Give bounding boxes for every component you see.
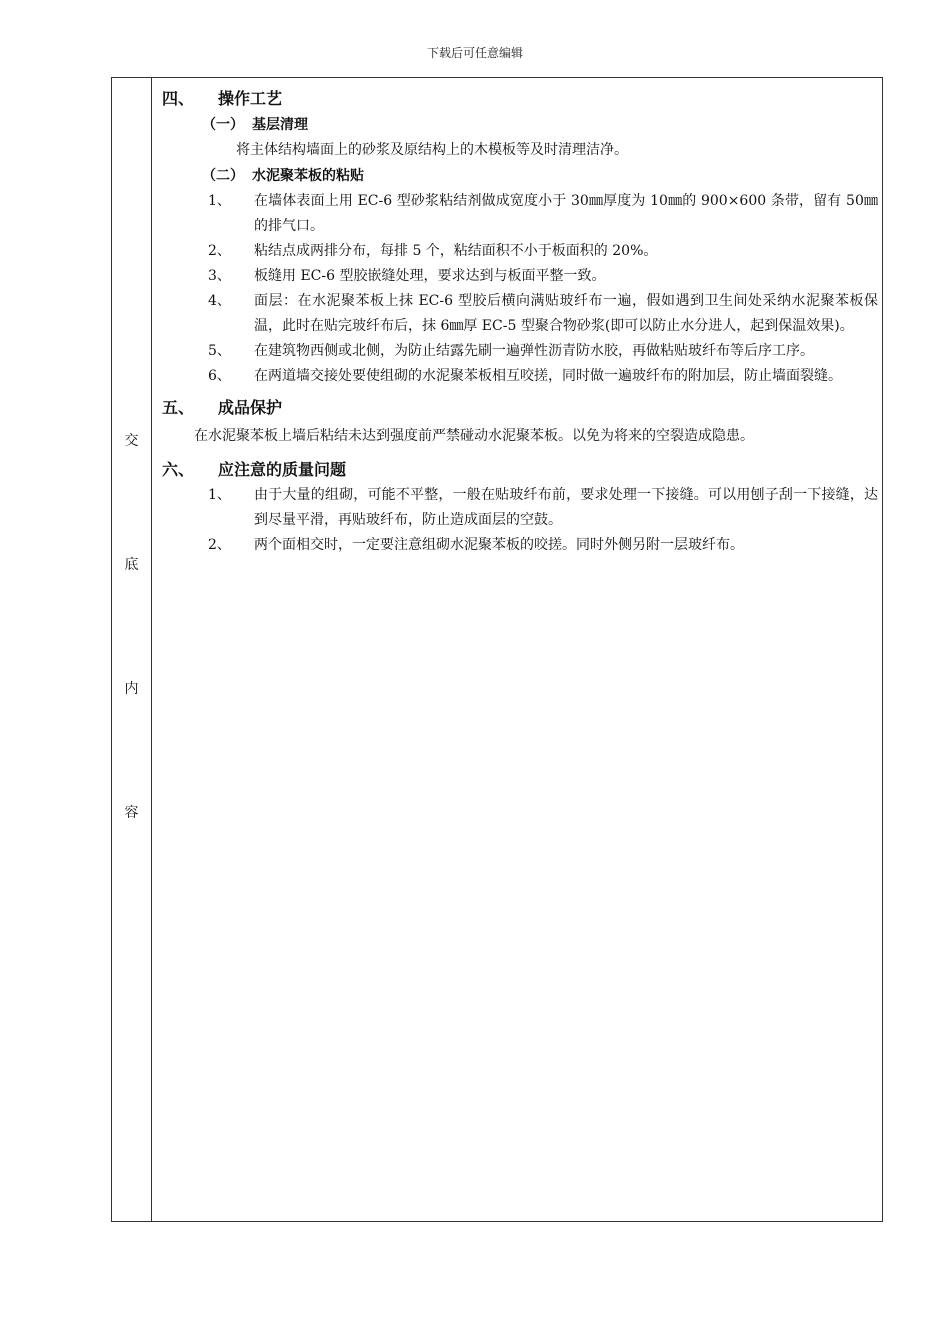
section-title: 操作工艺 (218, 89, 283, 108)
subsection-number: （一） (202, 117, 244, 133)
side-label-char: 内 (124, 681, 139, 697)
subsection-title: 水泥聚苯板的粘贴 (252, 168, 364, 184)
list-item (162, 483, 878, 533)
side-label-char: 容 (124, 805, 139, 821)
list-item (162, 364, 878, 389)
item-text: 由于大量的组砌，可能不平整，一般在贴玻纤布前，要求处理一下接缝。可以用刨子刮一下接缝，达到尽量平滑，再贴玻纤布，防止造成面层的空鼓。 (254, 487, 878, 528)
section-number: 六、 (162, 460, 195, 479)
content-cell (162, 86, 878, 558)
disclosure-table (111, 77, 883, 1222)
section-heading (162, 86, 878, 112)
item-text: 板缝用 EC-6 型胶嵌缝处理，要求达到与板面平整一致。 (254, 268, 606, 284)
subsection-heading (162, 163, 878, 189)
item-text: 两个面相交时，一定要注意组砌水泥聚苯板的咬搓。同时外侧另附一层玻纤布。 (254, 537, 744, 553)
list-item (162, 289, 878, 339)
section-heading (162, 457, 878, 483)
item-text: 面层：在水泥聚苯板上抹 EC-6 型胶后横向满贴玻纤布一遍，假如遇到卫生间处采纳水泥聚苯板保温，此时在贴完玻纤布后，抹 6㎜厚 EC-5 型聚合物砂浆(即可以防止水分进人，起到保温效果)。 (254, 293, 878, 334)
list-item (162, 189, 878, 239)
item-text: 在墙体表面上用 EC-6 型砂浆粘结剂做成宽度小于 30㎜厚度为 10㎜的 900×600 条带，留有 50㎜的排气口。 (254, 193, 878, 234)
item-number: 2、 (208, 537, 231, 553)
header-note: 下载后可任意编辑 (426, 46, 523, 60)
list-item (162, 533, 878, 558)
item-text: 在两道墙交接处要使组砌的水泥聚苯板相互咬搓，同时做一遍玻纤布的附加层，防止墙面裂缝。 (254, 368, 842, 384)
item-number: 5、 (208, 343, 231, 359)
section-title: 成品保护 (218, 398, 283, 417)
list-item (162, 264, 878, 289)
paragraph: 在水泥聚苯板上墙后粘结未达到强度前严禁碰动水泥聚苯板。以免为将来的空裂造成隐患。 (194, 428, 754, 444)
subsection-heading (162, 112, 878, 138)
section-heading (162, 395, 878, 421)
subsection-title: 基层清理 (252, 117, 308, 133)
item-number: 1、 (208, 487, 231, 503)
section-title: 应注意的质量问题 (218, 460, 347, 479)
item-number: 3、 (208, 268, 231, 284)
list-item (162, 239, 878, 264)
item-number: 6、 (208, 368, 231, 384)
subsection-number: （二） (202, 168, 244, 184)
item-text: 在建筑物西侧或北侧，为防止结露先刷一遍弹性沥青防水胶，再做粘贴玻纤布等后序工序。 (254, 343, 814, 359)
item-number: 1、 (208, 193, 231, 209)
list-item (162, 339, 878, 364)
section-number: 四、 (162, 89, 195, 108)
item-text: 粘结点成两排分布，每排 5 个，粘结面积不小于板面积的 20%。 (254, 243, 658, 259)
item-number: 4、 (208, 293, 231, 309)
item-number: 2、 (208, 243, 231, 259)
side-label-char: 交 (124, 433, 139, 449)
section-number: 五、 (162, 398, 195, 417)
side-label-column (112, 78, 152, 1221)
side-label-char: 底 (124, 557, 139, 573)
paragraph: 将主体结构墙面上的砂浆及原结构上的木模板等及时清理洁净。 (236, 142, 628, 158)
